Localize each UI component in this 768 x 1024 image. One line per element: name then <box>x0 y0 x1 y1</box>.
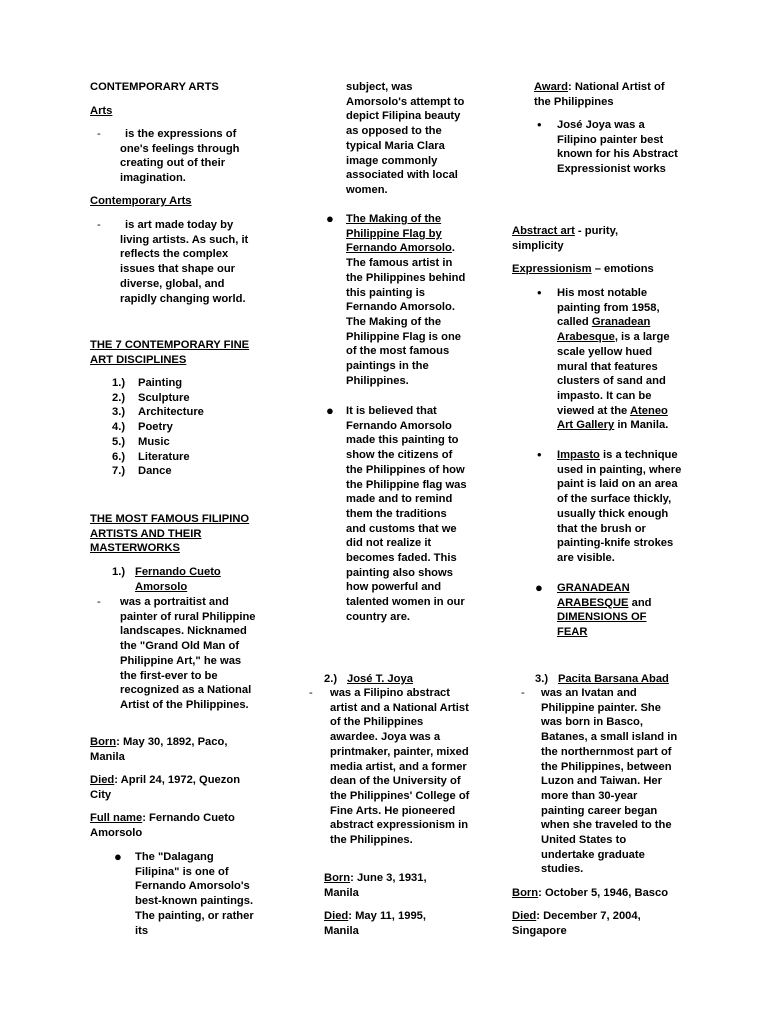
artist-3-born: Born: October 5, 1946, Basco <box>512 887 669 899</box>
artist-3-description: was an Ivatan and Philippine painter. She was born in Basco, Batanes, a small island in the northernmost part of the Philippines, between Luzon and Taiwan. Her more than 30-year painting career began when she traveled to the United States to undertake graduate studies. <box>541 687 678 876</box>
dalagang-continued: subject, was Amorsolo's attempt to depict Filipina beauty as opposed to the typical Maria Clara image commonly associated with local women. <box>346 81 465 196</box>
artist-2-description: was a Filipino abstract artist and a National Artist of the Philippines awardee. Joya was a printmaker, painter, mixed media artist, and a former dean of the University of the Philippines' College of Fine Arts. He pioneered abstract expressionism in the Philippines. <box>330 687 470 847</box>
dash-marker: - <box>97 596 101 608</box>
list-item: 6.) Literature <box>112 450 190 463</box>
dalagang-filipina-text: The "Dalagang Filipina" is one of Fernando Amorsolo's best-known paintings. The painting, or rather its <box>135 851 254 937</box>
bullet-marker: • <box>537 447 542 462</box>
artist-1-number: 1.) <box>112 566 126 578</box>
bullet-marker: ● <box>535 580 543 595</box>
artist-2-died: Died: May 11, 1995, Manila <box>324 910 426 937</box>
list-item: 7.) Dance <box>112 465 172 478</box>
artist-1-died: Died: April 24, 1972, Quezon City <box>90 774 241 801</box>
granadean-arabesque-text: His most notable painting from 1958, called Granadean Arabesque, is a large scale yellow hued mural that features clusters of sand and impasto. It can be viewed at the Ateneo Art Gallery in Manila. <box>557 287 670 432</box>
expressionism-line: Expressionism – emotions <box>512 263 654 275</box>
artist-1-born: Born: May 30, 1892, Paco, Manila <box>90 736 228 763</box>
dash-marker: - <box>97 128 101 140</box>
impasto-text: Impasto is a technique used in painting, where paint is laid on an area of the surface thickly, usually thick enough that the brush or painting-knife strokes are visible. <box>557 449 682 564</box>
list-item: 2.) Sculpture <box>112 391 190 404</box>
making-of-flag-text: The Making of the Philippine Flag by Fernando Amorsolo. The famous artist in the Philippines behind this painting is Fernando Amorsolo. The Making of the Philippine Flag is one of the most famous paintings in the Philippines. <box>346 213 466 387</box>
artist-3-died: Died: December 7, 2004, Singapore <box>512 910 641 937</box>
abstract-art-line: Abstract art - purity, simplicity <box>512 225 619 252</box>
artist-3-number: 3.) <box>535 673 549 685</box>
award-line: Award: National Artist of the Philippines <box>534 81 665 108</box>
list-item: 3.) Architecture <box>112 406 204 419</box>
dash-marker: - <box>309 687 313 699</box>
bullet-marker: ● <box>114 849 122 864</box>
list-item: 1.) Painting <box>112 377 183 389</box>
list-item: 5.) Music <box>112 435 170 448</box>
page-title: CONTEMPORARY ARTS <box>90 81 219 93</box>
artist-1-fullname: Full name: Fernando Cueto Amorsolo <box>90 812 235 839</box>
bullet-marker: • <box>537 117 542 132</box>
artist-1-description: was a portraitist and painter of rural Philippine landscapes. Nicknamed the "Grand Old Man of Philippine Art," he was the first-ever to be recognized as a National Artist of the Philippines. <box>120 596 256 711</box>
list-item: 4.) Poetry <box>112 421 173 434</box>
bullet-marker: • <box>537 285 542 300</box>
contemporary-arts-heading: Contemporary Arts <box>90 195 192 207</box>
artist-1-name: Fernando Cueto Amorsolo <box>135 566 221 593</box>
disciplines-list <box>112 376 252 479</box>
arts-definition: is the expressions of one's feelings through creating out of their imagination. <box>120 128 240 185</box>
arts-heading: Arts <box>90 105 113 117</box>
bullet-marker: ● <box>326 403 334 418</box>
artist-3-name: Pacita Barsana Abad <box>558 673 669 685</box>
artist-2-number: 2.) <box>324 673 338 685</box>
famous-artists-heading: THE MOST FAMOUS FILIPINO ARTISTS AND THEIR MASTERWORKS <box>90 513 250 555</box>
artist-2-name: José T. Joya <box>347 673 413 685</box>
dash-marker: - <box>97 219 101 231</box>
bullet-marker: ● <box>326 211 334 226</box>
joya-bullet: José Joya was a Filipino painter best known for his Abstract Expressionist works <box>557 119 678 176</box>
flag-painting-belief: It is believed that Fernando Amorsolo made this painting to show the citizens of the Philippines of how the Philippine flag was made and to remind them the traditions and customs that we did not realize it becomes faded. This painting also shows how powerful and talented women in our country are. <box>346 405 467 623</box>
dash-marker: - <box>521 687 525 699</box>
seven-disciplines-heading: THE 7 CONTEMPORARY FINE ART DISCIPLINES <box>90 339 250 366</box>
contemporary-arts-definition: is art made today by living artists. As such, it reflects the complex issues that shape our diverse, global, and rapidly changing world. <box>120 219 249 305</box>
joya-works-text: GRANADEAN ARABESQUE and DIMENSIONS OF FEAR <box>557 582 652 639</box>
artist-2-born: Born: June 3, 1931, Manila <box>324 872 427 899</box>
